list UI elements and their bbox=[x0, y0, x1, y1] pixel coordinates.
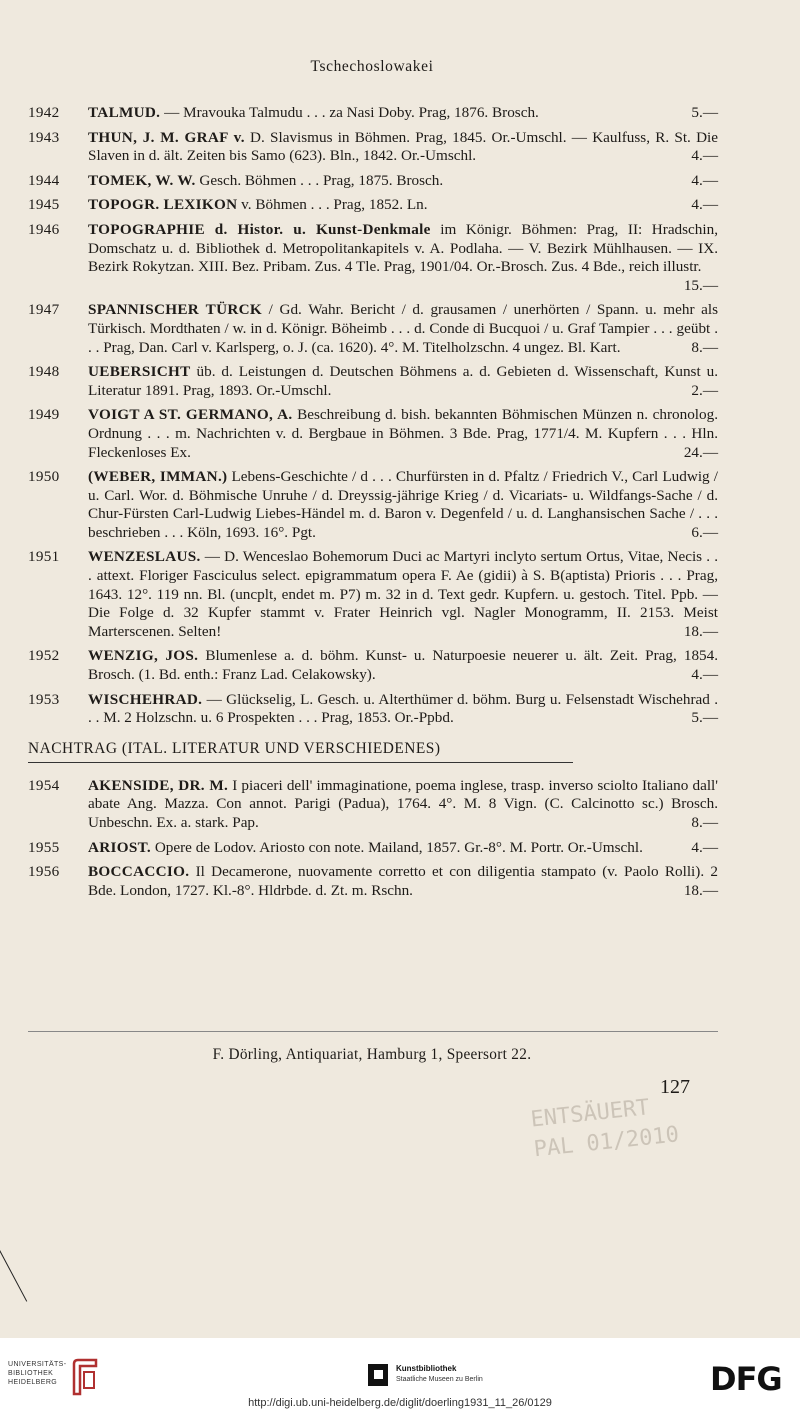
entry-number: 1948 bbox=[28, 363, 60, 381]
entry-author: TOPOGR. LEXIKON bbox=[88, 196, 238, 214]
entry-description: Opere de Lodov. Ariosto con note. Mailand, 1857. Gr.-8°. M. Portr. Or.-Umschl. bbox=[154, 838, 643, 856]
entry-description: v. Böhmen . . . Prag, 1852. Ln. bbox=[241, 196, 428, 214]
entry-text bbox=[88, 301, 718, 357]
entry-description: I piaceri dell' immaginatione, poema inglese, trasp. inverso sciolto Italiano dall' abate Ang. Mazza. Con annot. Parigi (Padua), 1764. 4°. M. 8 Vign. (C. Calcinotto sc.) Brosch. Unbeschn. Ex. a. stark. Pap. bbox=[88, 776, 719, 831]
entry-author: ARIOST. bbox=[88, 838, 152, 856]
catalog-entry bbox=[28, 548, 718, 641]
entry-price: 6.— bbox=[691, 523, 718, 541]
entry-author: TOPOGRAPHIE d. Histor. u. Kunst-Denkmale bbox=[88, 220, 431, 238]
entry-price: 5.— bbox=[691, 104, 718, 121]
entry-description: — Glückselig, L. Gesch. u. Alterthümer d. böhm. Burg u. Felsenstadt Wischehrad . . . M. 2 Holzschn. u. 6 Prospekten . . . Prag, 1853. Or.-Ppbd. bbox=[88, 690, 719, 727]
entry-text bbox=[88, 129, 718, 166]
entry-description: — Mravouka Talmudu . . . za Nasi Doby. Prag, 1876. Brosch. bbox=[164, 104, 539, 121]
university-library-logo[interactable] bbox=[8, 1358, 108, 1398]
entry-text bbox=[88, 363, 718, 400]
catalog-entry bbox=[28, 468, 718, 542]
catalog-entry bbox=[28, 104, 718, 123]
entry-author: TALMUD. bbox=[88, 104, 161, 121]
entry-number: 1951 bbox=[28, 548, 60, 566]
catalog-entry bbox=[28, 691, 718, 728]
catalog-entry bbox=[28, 777, 718, 833]
entry-number: 1956 bbox=[28, 863, 60, 881]
entry-description: Beschreibung d. bish. bekannten Böhmischen Münzen n. chronolog. Ordnung . . . m. Nachrichten v. d. Bergbaue in Böhmen. 3 Bde. Prag, 1771/4. M. Kupfern . . . Hln. Fleckenloses Ex. bbox=[88, 406, 719, 461]
entry-price: 18.— bbox=[683, 881, 718, 899]
source-url[interactable]: http://digi.ub.uni-heidelberg.de/diglit/doerling1931_11_26/0129 bbox=[248, 1397, 552, 1409]
entry-text bbox=[88, 647, 718, 684]
entry-price: 5.— bbox=[691, 709, 718, 727]
entry-author: VOIGT A ST. GERMANO, A. bbox=[88, 406, 293, 424]
entry-number: 1943 bbox=[28, 128, 60, 146]
catalog-entry bbox=[28, 301, 718, 357]
entry-number: 1955 bbox=[28, 838, 60, 856]
entry-author: WENZESLAUS. bbox=[88, 548, 201, 566]
kunstbibliothek-icon bbox=[368, 1364, 388, 1386]
entry-price: 4.— bbox=[691, 147, 718, 165]
university-logo-text: UNIVERSITÄTS-BIBLIOTHEK HEIDELBERG bbox=[8, 1361, 67, 1386]
catalog-entry bbox=[28, 172, 718, 191]
running-head: Tschechoslowakei bbox=[310, 58, 434, 75]
entry-description: Blumenlese a. d. böhm. Kunst- u. Naturpoesie neuerer u. ält. Zeit. Prag, 1854. Brosch. (1. Bd. enth.: Franz Lad. Celakowsky). bbox=[88, 647, 719, 684]
entry-author: THUN, J. M. GRAF v. bbox=[88, 128, 245, 146]
catalog-entry bbox=[28, 363, 718, 400]
entry-author: UEBERSICHT bbox=[88, 363, 191, 381]
catalog-entry bbox=[28, 839, 718, 858]
stamp-line: ENTSÄUERT bbox=[529, 1095, 651, 1133]
entry-description: üb. d. Leistungen d. Deutschen Böhmens a. d. Gebieten d. Wissenschaft, Kunst u. Literatur 1891. Prag, 1893. Or.-Umschl. bbox=[88, 363, 718, 399]
entry-number: 1950 bbox=[28, 468, 60, 486]
entry-price: 8.— bbox=[691, 338, 718, 356]
entry-price: 2.— bbox=[691, 381, 718, 399]
entry-author: WENZIG, JOS. bbox=[88, 647, 199, 665]
entry-list bbox=[28, 104, 718, 728]
publisher-footer: F. Dörling, Antiquariat, Hamburg 1, Speersort 22. bbox=[212, 1046, 532, 1063]
entry-price: 4.— bbox=[691, 838, 718, 856]
kunstbibliothek-logo[interactable] bbox=[368, 1362, 528, 1392]
catalog-entry bbox=[28, 129, 718, 166]
entry-price: 4.— bbox=[691, 171, 718, 189]
entry-text bbox=[88, 839, 718, 858]
dfg-logo[interactable]: DFG bbox=[710, 1360, 782, 1398]
catalog-entries bbox=[28, 104, 718, 906]
entry-author: TOMEK, W. W. bbox=[88, 171, 196, 189]
entry-author: BOCCACCIO. bbox=[88, 863, 190, 881]
entry-price: 18.— bbox=[683, 622, 718, 640]
entry-text bbox=[88, 777, 718, 833]
entry-text bbox=[88, 172, 718, 191]
kunstbibliothek-title: Kunstbibliothek bbox=[396, 1364, 457, 1373]
kunstbibliothek-subtitle: Staatliche Museen zu Berlin bbox=[396, 1376, 483, 1383]
catalog-entry bbox=[28, 196, 718, 215]
footer-rule bbox=[28, 1031, 718, 1032]
entry-price: 15.— bbox=[683, 276, 718, 294]
catalog-entry bbox=[28, 863, 718, 900]
entry-number: 1954 bbox=[28, 776, 60, 794]
catalog-entry bbox=[28, 647, 718, 684]
entry-description: D. Slavismus in Böhmen. Prag, 1845. Or.-Umschl. — Kaulfuss, R. St. Die Slaven in d. ält. Zeiten bis Samo (623). Bln., 1842. Or.-Umschl. bbox=[88, 128, 718, 165]
nachtrag-entry-list bbox=[28, 777, 718, 901]
university-logo-icon bbox=[70, 1358, 100, 1396]
entry-price: 4.— bbox=[691, 196, 718, 214]
entry-text bbox=[88, 863, 718, 900]
entry-author: AKENSIDE, DR. M. bbox=[88, 776, 229, 794]
entry-number: 1944 bbox=[28, 171, 60, 189]
entry-description: im Königr. Böhmen: Prag, II: Hradschin, Domschatz u. d. Bibliothek d. Metropolitankapitels v. A. Podlaha. — V. Bezirk Mühlhausen. — IX. Bezirk Rokytzan. XIII. Bez. Pribam. Zus. 4 Tle. Prag, 1901/04. Or.-Brosch. Zus. 4 Bde., reich illustr. bbox=[88, 220, 719, 276]
catalog-entry bbox=[28, 221, 718, 295]
entry-description: / Gd. Wahr. Bericht / d. grausamen / unerhörten / Spann. u. mehr als Türkisch. Mordthaten / w. in d. Königr. Böheimb . . . d. Conde di Bucquoi / u. Graf Tampier . . . geübt . . . Prag, Dan. Carl v. Karlsperg, o. J. (ca. 1620). 4°. M. Titelholzschn. 4 ungez. Bl. Kart. bbox=[88, 301, 718, 356]
page-edge-line bbox=[0, 1250, 27, 1302]
entry-author: (WEBER, IMMAN.) bbox=[88, 468, 228, 486]
entry-number: 1947 bbox=[28, 301, 60, 319]
entry-description: — D. Wenceslao Bohemorum Duci ac Martyri inclyto sertum Ortus, Vitae, Necis . . . attext. Floriger Fasciculus select. epigrammatum opera F. Ae (gidii) à S. B(aptista) Prioris . . . Prag, 1643. 12°. 119 nn. Bl. (uncplt, endet m. P7) m. 32 in d. Text gedr. Kupfern. u. gestoch. Titel. Ppb. — Die Folge d. 32 Kupfer stammt v. Frater Heinrich vgl. Nagler Monogramm, II. 2153. Meist Marterscenen. Selten! bbox=[88, 548, 719, 640]
entry-author: SPANNISCHER TÜRCK bbox=[88, 301, 263, 319]
entry-number: 1953 bbox=[28, 690, 60, 708]
entry-number: 1946 bbox=[28, 220, 60, 238]
entry-price: 4.— bbox=[691, 666, 718, 684]
entry-text bbox=[88, 406, 718, 462]
entry-author: WISCHEHRAD. bbox=[88, 690, 203, 708]
entry-price: 8.— bbox=[691, 814, 718, 831]
entry-number: 1942 bbox=[28, 104, 60, 121]
entry-text bbox=[88, 548, 718, 641]
catalog-entry bbox=[28, 406, 718, 462]
entry-description: Lebens-Geschichte / d . . . Churfürsten in d. Pfaltz / Friedrich V., Carl Ludwig / u. Carl. Wor. d. Böhmische Unruhe / d. Dreyssig-jährige Krieg / d. Vicariats- u. Wildfangs-Sache / d. Chur-Fürsten Carl-Ludwig Liebes-Händel m. d. Baron v. Degenfeld / u. d. Langhansischen Sache / . . . beschrieben . . . Köln, 1693. 16°. Pgt. bbox=[88, 468, 718, 541]
deacidification-stamp bbox=[529, 1087, 718, 1205]
entry-text bbox=[88, 468, 718, 542]
nachtrag-heading: NACHTRAG (ITAL. LITERATUR UND VERSCHIEDENES) bbox=[28, 740, 573, 763]
entry-number: 1949 bbox=[28, 406, 60, 424]
entry-price: 24.— bbox=[683, 443, 718, 461]
entry-description: Il Decamerone, nuovamente corretto et con diligentia stampato (v. Paolo Rolli). 2 Bde. London, 1727. Kl.-8°. Hldrbde. d. Zt. m. Rschn. bbox=[88, 863, 718, 899]
entry-number: 1945 bbox=[28, 196, 60, 214]
entry-text bbox=[88, 691, 718, 728]
entry-text bbox=[88, 221, 718, 295]
page-number: 127 bbox=[660, 1076, 690, 1098]
entry-text bbox=[88, 196, 718, 215]
entry-text bbox=[88, 104, 718, 123]
entry-description: Gesch. Böhmen . . . Prag, 1875. Brosch. bbox=[199, 171, 444, 189]
entry-number: 1952 bbox=[28, 647, 60, 665]
stamp-line: PAL 01/2010 bbox=[532, 1122, 681, 1163]
